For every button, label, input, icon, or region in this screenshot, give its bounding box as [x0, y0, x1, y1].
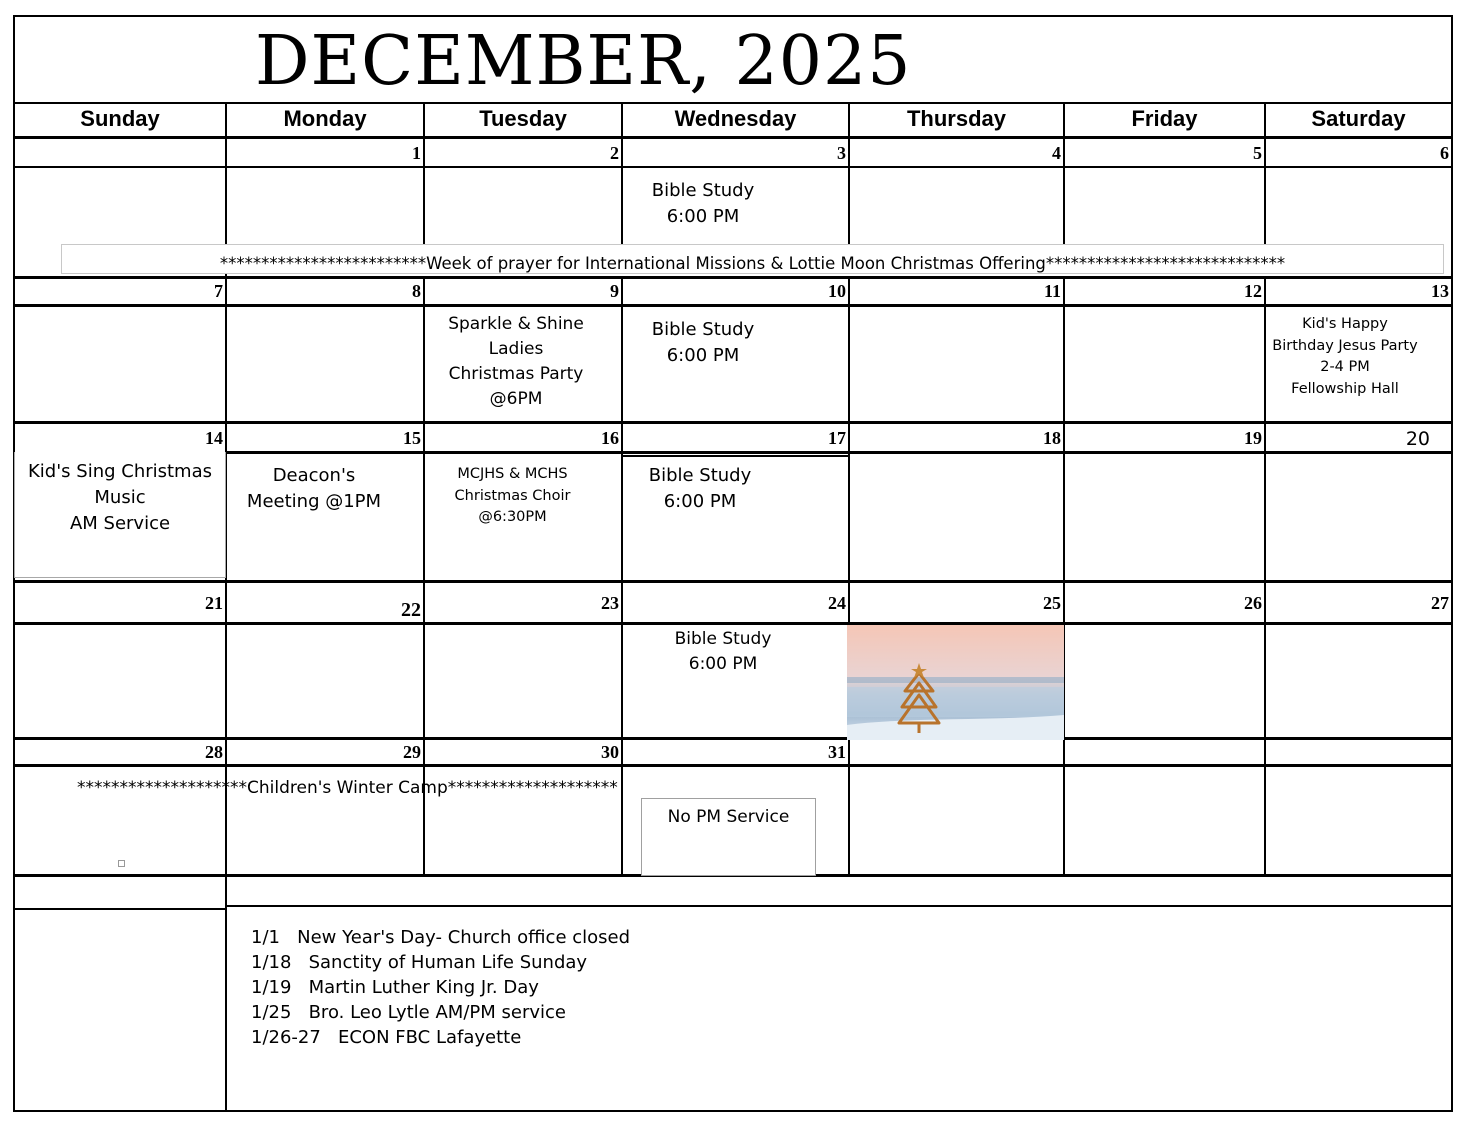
event-line: Ladies — [488, 339, 544, 359]
grid-line — [13, 421, 1453, 424]
photo-horizon — [847, 677, 1064, 683]
weekday-monday: Monday — [283, 106, 367, 131]
date-number: 3 — [837, 143, 846, 163]
grid-line — [13, 622, 1453, 625]
grid-line — [13, 304, 1453, 307]
event-line: Bible Study — [674, 629, 772, 649]
event-line: No PM Service — [667, 807, 790, 827]
anchor-icon — [118, 860, 125, 867]
note-item: 1/19 Martin Luther King Jr. Day — [251, 977, 539, 998]
event-line: Birthday Jesus Party — [1272, 337, 1418, 354]
date-number: 23 — [601, 593, 619, 613]
weekday-thursday: Thursday — [906, 106, 1007, 131]
date-number: 19 — [1244, 428, 1262, 448]
event-line: 6:00 PM — [663, 491, 737, 512]
grid-line — [226, 905, 1453, 907]
date-number: 14 — [205, 428, 223, 448]
grid-line — [622, 455, 849, 457]
date-number: 21 — [205, 593, 223, 613]
date-number: 7 — [214, 281, 223, 301]
date-number: 29 — [403, 742, 421, 762]
date-number: 22 — [401, 599, 421, 621]
event-dec14 — [14, 459, 226, 537]
grid-line — [1063, 276, 1065, 874]
date-number: 6 — [1440, 143, 1449, 163]
note-item: 1/1 New Year's Day- Church office closed — [251, 927, 631, 948]
date-number: 11 — [1043, 281, 1061, 301]
date-number: 13 — [1431, 281, 1449, 301]
date-number: 31 — [828, 742, 846, 762]
date-number: 4 — [1052, 143, 1061, 163]
date-number: 25 — [1043, 593, 1061, 613]
missions-banner-text: *************************Week of prayer for International Missions & Lottie Moon Christmas Offering***************************** — [219, 254, 1286, 273]
note-item: 1/25 Bro. Leo Lytle AM/PM service — [251, 1002, 566, 1023]
event-dec17 — [623, 463, 777, 515]
weekday-sunday: Sunday — [80, 106, 160, 131]
date-number: 9 — [610, 281, 619, 301]
event-line: Bible Study — [651, 180, 755, 201]
grid-line — [13, 102, 1453, 104]
date-number: 18 — [1043, 428, 1061, 448]
date-number: 17 — [828, 428, 846, 448]
date-number: 24 — [828, 593, 846, 613]
grid-line — [13, 908, 226, 910]
date-number: 10 — [828, 281, 846, 301]
event-line: Kid's Sing Christmas — [27, 461, 213, 482]
winter-camp-banner: ********************Children's Winter Camp******************** — [77, 778, 618, 798]
date-number: 26 — [1244, 593, 1262, 613]
date-number: 12 — [1244, 281, 1262, 301]
date-number: 27 — [1431, 593, 1449, 613]
event-line: Deacon's — [272, 465, 356, 486]
event-line: Fellowship Hall — [1291, 380, 1399, 397]
event-line: 6:00 PM — [666, 345, 740, 366]
christmas-tree-photo — [847, 625, 1064, 740]
event-line: AM Service — [69, 513, 171, 534]
event-dec24 — [623, 627, 823, 677]
event-line: Christmas Party — [448, 364, 584, 384]
grid-line — [226, 451, 1453, 454]
date-number: 20 — [1405, 428, 1430, 450]
event-line: @6:30PM — [478, 509, 547, 525]
date-number: 2 — [610, 143, 619, 163]
event-line: Kid's Happy — [1302, 316, 1388, 332]
grid-line — [13, 136, 1453, 139]
grid-line — [13, 737, 1453, 740]
event-dec13 — [1266, 314, 1424, 400]
date-number: 1 — [412, 143, 421, 163]
date-number: 8 — [412, 281, 421, 301]
grid-line — [13, 764, 1453, 767]
event-line: Bible Study — [648, 465, 752, 486]
event-line: @6PM — [489, 389, 543, 409]
date-number: 16 — [601, 428, 619, 448]
event-line: Bible Study — [651, 319, 755, 340]
note-item: 1/26-27 ECON FBC Lafayette — [251, 1027, 522, 1048]
event-dec3 — [623, 178, 783, 230]
weekday-friday: Friday — [1131, 106, 1198, 131]
upcoming-notes — [251, 925, 630, 1050]
photo-sea — [847, 687, 1064, 717]
grid-line — [13, 276, 1453, 279]
event-dec16 — [425, 464, 600, 529]
date-number: 30 — [601, 742, 619, 762]
event-line: Music — [94, 487, 146, 508]
date-number: 15 — [403, 428, 421, 448]
weekday-tuesday: Tuesday — [479, 106, 567, 131]
grid-line — [848, 276, 850, 874]
weekday-saturday: Saturday — [1311, 106, 1406, 131]
page-title: DECEMBER, 2025 — [255, 22, 912, 101]
event-dec31 — [641, 805, 816, 830]
grid-line — [13, 166, 1453, 168]
date-number: 5 — [1253, 143, 1262, 163]
date-number: 28 — [205, 742, 223, 762]
event-dec15 — [227, 463, 401, 515]
grid-line — [13, 580, 1453, 583]
event-dec9 — [425, 312, 607, 412]
event-line: MCJHS & MCHS — [457, 466, 568, 482]
event-line: Christmas Choir — [454, 487, 571, 504]
event-line: 2-4 PM — [1320, 359, 1370, 375]
weekday-wednesday: Wednesday — [674, 106, 797, 131]
event-line: 6:00 PM — [666, 206, 740, 227]
event-line: Meeting @1PM — [246, 491, 382, 512]
event-line: 6:00 PM — [688, 654, 758, 674]
note-item: 1/18 Sanctity of Human Life Sunday — [251, 952, 588, 973]
event-dec10 — [623, 317, 783, 369]
event-line: Sparkle & Shine — [448, 314, 584, 334]
